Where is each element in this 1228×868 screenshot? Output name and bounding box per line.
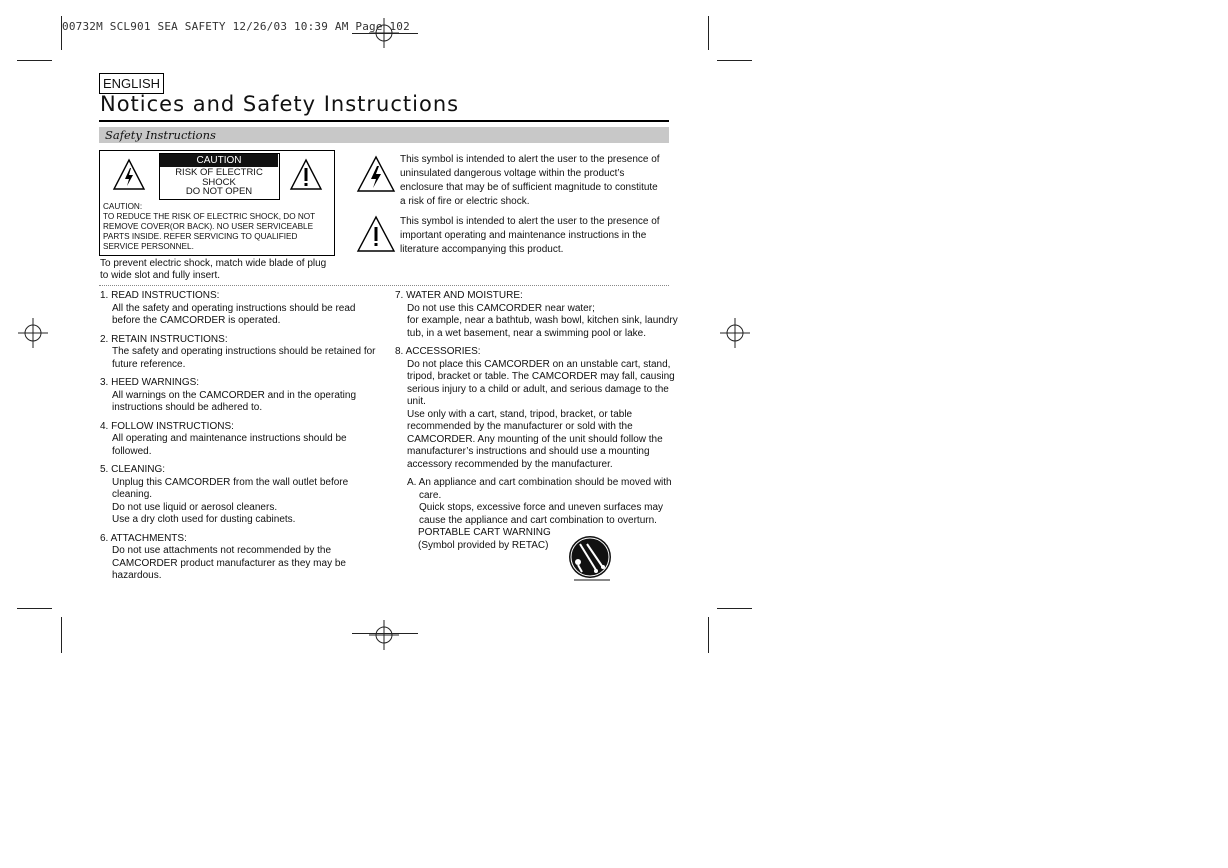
item-heading: 4. FOLLOW INSTRUCTIONS: (100, 420, 234, 432)
item-line: Use a dry cloth used for dusting cabinets. (112, 514, 296, 525)
caution-notice-text: TO REDUCE THE RISK OF ELECTRIC SHOCK, DO NOT REMOVE COVER(OR BACK). NO USER SERVICEABLE PARTS INSIDE. REFER SERVICING TO QUALIFIED SERVICE PERSONNEL. (103, 212, 315, 251)
item-line: The safety and operating instructions should be retained for (112, 346, 376, 357)
item-line: All warnings on the CAMCORDER and in the operating (112, 389, 357, 401)
item-line: recommended by the manufacturer or sold with the (407, 421, 633, 432)
item-line: Do not place this CAMCORDER on an unstable cart, stand, (407, 358, 671, 370)
item-line: instructions should be adhered to. (112, 402, 263, 413)
item-line: Quick stops, excessive force and uneven surfaces may (419, 502, 664, 513)
item-line: CAMCORDER product manufacturer as they may be (112, 557, 346, 569)
caution-risk-text (160, 168, 278, 197)
crop-mark (708, 16, 709, 50)
item-line: PORTABLE CART WARNING (418, 527, 551, 538)
section-divider (99, 285, 669, 286)
section-header (99, 127, 669, 143)
registration-mark-icon (369, 620, 399, 650)
item-line: A. An appliance and cart combination should be moved with (407, 477, 672, 488)
caution-notice-title: CAUTION: (103, 202, 143, 211)
item-line: CAMCORDER. Any mounting of the unit should follow the (407, 433, 663, 445)
exclamation-symbol-note (400, 215, 670, 257)
language-label: ENGLISH (99, 73, 164, 94)
exclamation-warning-icon (289, 158, 323, 192)
instructions-left-column (100, 290, 385, 583)
crop-mark (717, 60, 752, 61)
item-line: for example, near a bathtub, wash bowl, kitchen sink, laundry (407, 315, 678, 326)
caution-line: DO NOT OPEN (185, 186, 253, 197)
list-item (100, 421, 385, 459)
item-heading: 7. WATER AND MOISTURE: (395, 290, 523, 301)
note-line: uninsulated dangerous voltage within the product’s (400, 168, 625, 179)
sub-item-a (395, 477, 680, 552)
list-item (100, 334, 385, 372)
item-line: tripod, bracket or table. The CAMCORDER may fall, causing (407, 371, 675, 382)
item-line: Do not use this CAMCORDER near water; (407, 302, 595, 314)
print-slug: 00732M SCL901 SEA SAFETY 12/26/03 10:39 AM Page 102 (62, 20, 410, 33)
caution-notice (103, 202, 333, 252)
note-line: enclosure that may be of sufficient magnitude to constitute (400, 182, 658, 193)
cart-tipover-warning-icon (566, 534, 614, 582)
item-line: All the safety and operating instructions should be read (112, 302, 356, 314)
crop-mark (352, 633, 418, 634)
item-heading: 8. ACCESSORIES: (395, 346, 481, 357)
list-item (395, 346, 680, 471)
item-line: future reference. (112, 358, 186, 370)
crop-mark (352, 33, 418, 34)
crop-mark (17, 608, 52, 609)
lightning-warning-icon (356, 155, 396, 193)
item-line: Do not use attachments not recommended by the (112, 545, 332, 556)
item-line: (Symbol provided by RETAC) (418, 539, 549, 551)
item-line: Use only with a cart, stand, tripod, bracket, or table (407, 408, 633, 420)
note-line: a risk of fire or electric shock. (400, 196, 530, 207)
crop-mark (17, 60, 52, 61)
item-heading: 3. HEED WARNINGS: (100, 377, 200, 388)
list-item (100, 377, 385, 415)
caution-line: SHOCK (202, 176, 236, 188)
note-line: This symbol is intended to alert the user to the presence of (400, 154, 660, 165)
item-line: before the CAMCORDER is operated. (112, 315, 281, 326)
item-line: followed. (112, 445, 152, 457)
item-line: hazardous. (112, 570, 162, 581)
item-heading: 1. READ INSTRUCTIONS: (100, 290, 220, 301)
list-item (100, 533, 385, 583)
item-heading: 6. ATTACHMENTS: (100, 532, 187, 544)
caution-header: CAUTION (160, 154, 278, 167)
registration-mark-icon (720, 318, 750, 348)
lightning-warning-icon (112, 158, 146, 192)
list-item (395, 290, 680, 340)
crop-mark (717, 608, 752, 609)
plug-note-line: to wide slot and fully insert. (100, 269, 221, 281)
item-line: Unplug this CAMCORDER from the wall outlet before (112, 476, 349, 488)
item-line: accessory recommended by the manufacturer. (407, 458, 613, 470)
page-title: Notices and Safety Instructions (100, 92, 460, 116)
item-heading: 5. CLEANING: (100, 464, 166, 475)
caution-line: RISK OF ELECTRIC (175, 167, 263, 178)
instructions-right-column (395, 290, 680, 552)
section-title: Safety Instructions (105, 128, 216, 142)
list-item (100, 464, 385, 527)
item-line: manufacturer’s instructions and should use a mounting (407, 446, 650, 457)
note-line: important operating and maintenance instructions in the (400, 230, 647, 241)
exclamation-warning-icon (356, 215, 396, 253)
plug-note (100, 258, 326, 281)
item-line: unit. (407, 396, 426, 407)
list-item (100, 290, 385, 328)
lightning-symbol-note (400, 153, 670, 209)
plug-note-line: To prevent electric shock, match wide blade of plug (100, 258, 327, 269)
registration-mark-icon (18, 318, 48, 348)
item-line: care. (419, 489, 442, 501)
item-line: cleaning. (112, 489, 153, 500)
note-line: This symbol is intended to alert the user to the presence of (400, 216, 660, 227)
item-line: Do not use liquid or aerosol cleaners. (112, 501, 278, 513)
note-line: literature accompanying this product. (400, 244, 564, 255)
item-heading: 2. RETAIN INSTRUCTIONS: (100, 333, 228, 345)
item-line: All operating and maintenance instructions should be (112, 433, 347, 444)
item-line: tub, in a wet basement, near a swimming pool or lake. (407, 327, 647, 339)
item-line: serious injury to a child or adult, and serious damage to the (407, 383, 669, 395)
title-rule (99, 120, 669, 122)
crop-mark (708, 617, 709, 653)
item-line: cause the appliance and cart combination to overturn. (419, 514, 657, 526)
crop-mark (61, 617, 62, 653)
